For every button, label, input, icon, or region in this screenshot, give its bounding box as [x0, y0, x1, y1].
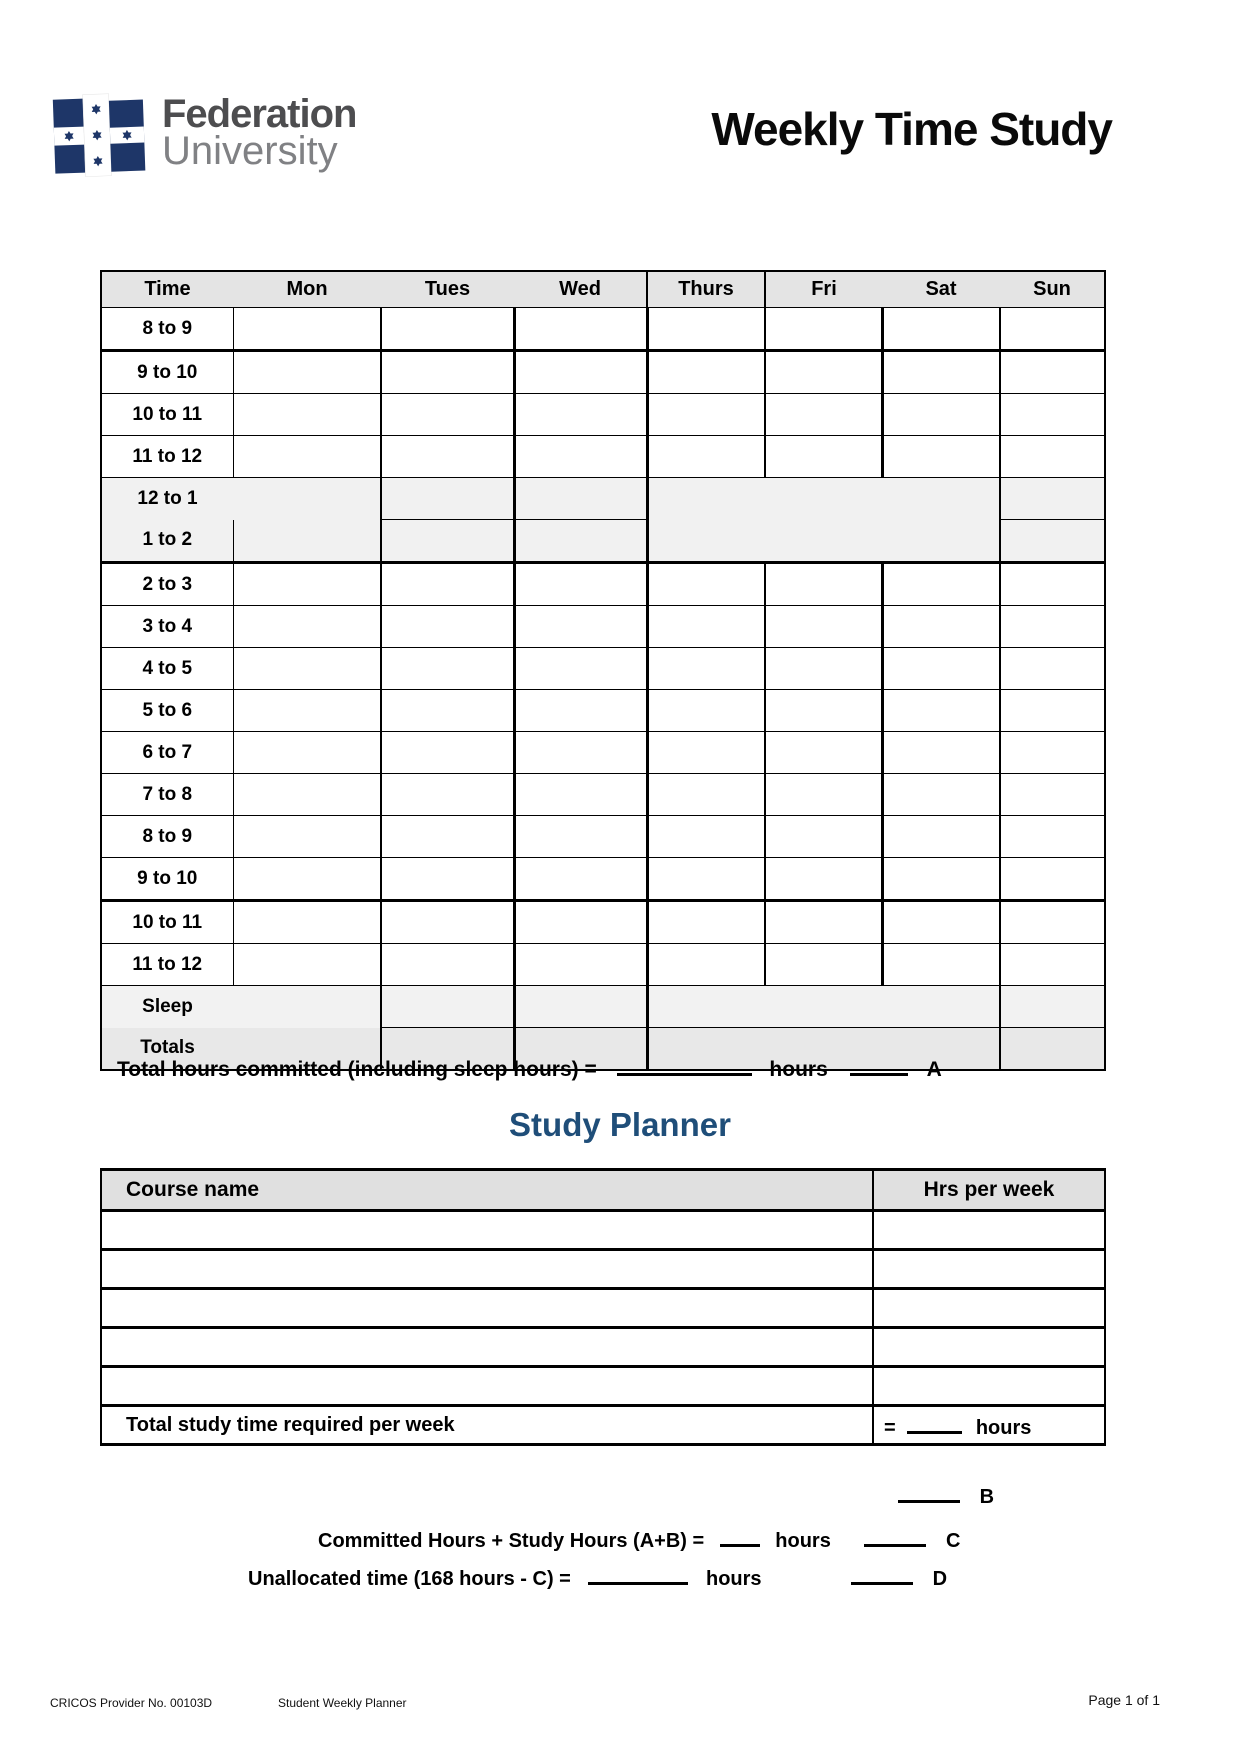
schedule-cell[interactable] [647, 944, 765, 986]
ref-b-label: B [979, 1486, 995, 1508]
committed-hours-blank[interactable] [720, 1524, 760, 1547]
schedule-cell[interactable] [765, 986, 882, 1028]
schedule-cell[interactable] [647, 563, 765, 606]
schedule-cell[interactable] [381, 858, 514, 901]
col-header-tues: Tues [381, 271, 514, 308]
unallocated-time-blank[interactable] [588, 1562, 688, 1585]
logo-text-federation: Federation [162, 92, 357, 137]
schedule-cell[interactable] [647, 394, 765, 436]
col-header-hrs-per-week: Hrs per week [873, 1170, 1105, 1211]
schedule-cell[interactable] [381, 563, 514, 606]
time-label: 8 to 9 [101, 308, 233, 351]
time-label: 10 to 11 [101, 901, 233, 944]
time-label: 9 to 10 [101, 351, 233, 394]
schedule-cell[interactable] [882, 774, 1000, 816]
table-header-row [101, 271, 1105, 308]
schedule-cell[interactable] [233, 944, 381, 986]
ref-b-line [898, 1480, 994, 1509]
logo-text [162, 92, 357, 173]
hours-label: hours [705, 1568, 762, 1590]
schedule-cell[interactable] [765, 944, 882, 986]
table-row [101, 648, 1105, 690]
schedule-cell[interactable] [882, 351, 1000, 394]
logo-text-university: University [162, 129, 338, 173]
table-row [101, 690, 1105, 732]
schedule-cell[interactable] [882, 690, 1000, 732]
schedule-cell[interactable] [514, 563, 647, 606]
schedule-cell[interactable] [233, 858, 381, 901]
schedule-cell[interactable] [233, 690, 381, 732]
schedule-cell[interactable] [233, 478, 381, 520]
col-header-course-name: Course name [101, 1170, 873, 1211]
col-header-mon: Mon [233, 271, 381, 308]
schedule-cell[interactable] [514, 436, 647, 478]
schedule-cell[interactable] [765, 478, 882, 520]
committed-hours-line [318, 1524, 960, 1553]
unallocated-time-label: Unallocated time (168 hours - C) = [248, 1568, 571, 1590]
schedule-cell[interactable] [765, 774, 882, 816]
schedule-cell[interactable] [647, 774, 765, 816]
schedule-cell[interactable] [1000, 858, 1105, 901]
schedule-cell[interactable] [647, 606, 765, 648]
total-hours-blank[interactable] [617, 1052, 752, 1076]
table-row-sleep [101, 986, 1105, 1028]
schedule-cell[interactable] [647, 520, 765, 563]
table-row [101, 436, 1105, 478]
schedule-cell[interactable] [882, 520, 1000, 563]
time-label: 4 to 5 [101, 648, 233, 690]
schedule-cell[interactable] [882, 944, 1000, 986]
schedule-cell[interactable] [233, 901, 381, 944]
schedule-cell[interactable] [233, 563, 381, 606]
schedule-cell[interactable] [514, 351, 647, 394]
ref-d-label: D [932, 1568, 948, 1590]
schedule-cell[interactable] [233, 436, 381, 478]
schedule-cell[interactable] [514, 986, 647, 1028]
schedule-cell[interactable] [1000, 944, 1105, 986]
time-label: 5 to 6 [101, 690, 233, 732]
table-row [101, 901, 1105, 944]
schedule-cell[interactable] [381, 606, 514, 648]
schedule-cell[interactable] [765, 858, 882, 901]
schedule-cell[interactable] [514, 478, 647, 520]
hours-label: hours [975, 1416, 1032, 1439]
schedule-cell[interactable] [765, 648, 882, 690]
col-header-sat: Sat [882, 271, 1000, 308]
planner-row [101, 1367, 1105, 1406]
schedule-cell[interactable] [647, 648, 765, 690]
planner-row [101, 1211, 1105, 1250]
schedule-cell[interactable] [1000, 478, 1105, 520]
schedule-cell[interactable] [381, 351, 514, 394]
committed-hours-label: Committed Hours + Study Hours (A+B) = [318, 1530, 705, 1552]
planner-total-row [101, 1406, 1105, 1445]
schedule-cell[interactable] [647, 858, 765, 901]
ref-a-label: A [926, 1058, 942, 1081]
ref-d-blank[interactable] [851, 1562, 913, 1585]
table-row [101, 606, 1105, 648]
schedule-cell[interactable] [647, 308, 765, 351]
schedule-cell[interactable] [882, 648, 1000, 690]
schedule-cell[interactable] [233, 732, 381, 774]
schedule-cell[interactable] [1000, 986, 1105, 1028]
schedule-cell[interactable] [765, 901, 882, 944]
hours-label: hours [769, 1058, 828, 1081]
planner-row [101, 1250, 1105, 1289]
schedule-cell[interactable] [381, 394, 514, 436]
course-name-cell[interactable] [101, 1328, 873, 1367]
schedule-cell[interactable] [233, 648, 381, 690]
schedule-cell[interactable] [882, 816, 1000, 858]
hours-label: hours [775, 1530, 831, 1552]
schedule-cell[interactable] [647, 436, 765, 478]
time-label: 9 to 10 [101, 858, 233, 901]
schedule-cell[interactable] [647, 901, 765, 944]
table-row [101, 858, 1105, 901]
schedule-cell[interactable] [1000, 774, 1105, 816]
schedule-cell[interactable] [514, 308, 647, 351]
schedule-cell[interactable] [765, 351, 882, 394]
schedule-cell[interactable] [765, 732, 882, 774]
schedule-cell[interactable] [647, 816, 765, 858]
schedule-cell[interactable] [381, 774, 514, 816]
schedule-cell[interactable] [381, 648, 514, 690]
footer-cricos: CRICOS Provider No. 00103D [50, 1696, 213, 1710]
schedule-cell[interactable] [1000, 436, 1105, 478]
course-name-cell[interactable] [101, 1367, 873, 1406]
total-hours-committed-line [117, 1052, 942, 1082]
total-study-time-label: Total study time required per week [101, 1406, 873, 1445]
table-row [101, 394, 1105, 436]
hrs-per-week-cell[interactable] [873, 1211, 1105, 1250]
schedule-cell[interactable] [765, 816, 882, 858]
table-row [101, 816, 1105, 858]
study-planner-table [100, 1168, 1106, 1446]
total-study-blank[interactable] [907, 1411, 962, 1434]
time-label: 8 to 9 [101, 816, 233, 858]
schedule-cell[interactable] [381, 436, 514, 478]
schedule-cell[interactable] [514, 394, 647, 436]
schedule-cell[interactable] [381, 520, 514, 563]
table-row [101, 351, 1105, 394]
schedule-cell[interactable] [1000, 351, 1105, 394]
schedule-cell[interactable] [765, 308, 882, 351]
col-header-fri: Fri [765, 271, 882, 308]
schedule-cell[interactable] [1000, 690, 1105, 732]
schedule-cell[interactable] [381, 308, 514, 351]
total-study-time-value [873, 1406, 1105, 1445]
schedule-cell[interactable] [765, 436, 882, 478]
schedule-cell[interactable] [381, 944, 514, 986]
schedule-cell[interactable] [1000, 732, 1105, 774]
time-label: 2 to 3 [101, 563, 233, 606]
schedule-cell[interactable] [381, 816, 514, 858]
schedule-cell[interactable] [233, 774, 381, 816]
schedule-cell[interactable] [765, 394, 882, 436]
schedule-cell[interactable] [882, 901, 1000, 944]
schedule-cell[interactable] [514, 520, 647, 563]
time-label: 6 to 7 [101, 732, 233, 774]
hrs-per-week-cell[interactable] [873, 1328, 1105, 1367]
time-label: Totals [101, 1028, 233, 1071]
schedule-cell[interactable] [514, 690, 647, 732]
schedule-cell[interactable] [882, 606, 1000, 648]
schedule-cell[interactable] [882, 563, 1000, 606]
course-name-cell[interactable] [101, 1289, 873, 1328]
schedule-cell[interactable] [882, 394, 1000, 436]
federation-logo [52, 86, 356, 180]
time-label: 11 to 12 [101, 436, 233, 478]
schedule-cell[interactable] [1000, 901, 1105, 944]
equals-sign: = [884, 1416, 896, 1439]
schedule-cell[interactable] [381, 478, 514, 520]
ref-c-label: C [945, 1530, 961, 1552]
planner-header-row [101, 1170, 1105, 1211]
schedule-cell[interactable] [882, 986, 1000, 1028]
table-row [101, 308, 1105, 351]
col-header-wed: Wed [514, 271, 647, 308]
schedule-cell[interactable] [514, 606, 647, 648]
schedule-cell[interactable] [381, 690, 514, 732]
schedule-cell[interactable] [514, 901, 647, 944]
table-row [101, 944, 1105, 986]
table-row [101, 478, 1105, 520]
schedule-cell[interactable] [1000, 394, 1105, 436]
study-planner-heading: Study Planner [509, 1106, 731, 1143]
schedule-cell[interactable] [233, 606, 381, 648]
footer-doc-name: Student Weekly Planner [278, 1696, 407, 1710]
schedule-cell[interactable] [1000, 308, 1105, 351]
ref-a-blank[interactable] [850, 1052, 908, 1076]
schedule-cell[interactable] [1000, 606, 1105, 648]
schedule-cell[interactable] [514, 774, 647, 816]
col-header-thurs: Thurs [647, 271, 765, 308]
hrs-per-week-cell[interactable] [873, 1367, 1105, 1406]
table-row [101, 520, 1105, 563]
schedule-cell[interactable] [647, 986, 765, 1028]
hrs-per-week-cell[interactable] [873, 1289, 1105, 1328]
schedule-cell[interactable] [882, 308, 1000, 351]
flag-icon [52, 86, 152, 180]
schedule-cell[interactable] [1000, 563, 1105, 606]
time-label: 12 to 1 [101, 478, 233, 520]
ref-b-blank[interactable] [898, 1480, 960, 1503]
time-label: 7 to 8 [101, 774, 233, 816]
schedule-cell[interactable] [1000, 648, 1105, 690]
schedule-cell[interactable] [1000, 816, 1105, 858]
schedule-cell[interactable] [233, 520, 381, 563]
course-name-cell[interactable] [101, 1211, 873, 1250]
table-row [101, 774, 1105, 816]
footer-page-number: Page 1 of 1 [1088, 1692, 1160, 1708]
ref-c-blank[interactable] [864, 1524, 926, 1547]
schedule-cell[interactable] [765, 690, 882, 732]
schedule-cell[interactable] [381, 986, 514, 1028]
schedule-cell[interactable] [233, 351, 381, 394]
schedule-cell[interactable] [233, 394, 381, 436]
unallocated-time-line [248, 1562, 947, 1591]
schedule-cell[interactable] [765, 606, 882, 648]
schedule-cell[interactable] [514, 944, 647, 986]
schedule-cell[interactable] [882, 858, 1000, 901]
schedule-cell[interactable] [882, 436, 1000, 478]
schedule-cell[interactable] [233, 816, 381, 858]
planner-row [101, 1289, 1105, 1328]
schedule-cell[interactable] [765, 520, 882, 563]
hrs-per-week-cell[interactable] [873, 1250, 1105, 1289]
table-row [101, 563, 1105, 606]
time-label: 3 to 4 [101, 606, 233, 648]
schedule-cell[interactable] [514, 732, 647, 774]
time-label: 10 to 11 [101, 394, 233, 436]
schedule-cell[interactable] [882, 478, 1000, 520]
schedule-cell[interactable] [647, 478, 765, 520]
schedule-cell[interactable] [647, 351, 765, 394]
schedule-cell[interactable] [514, 858, 647, 901]
totals-cell[interactable] [1000, 1028, 1105, 1071]
course-name-cell[interactable] [101, 1250, 873, 1289]
schedule-cell[interactable] [1000, 520, 1105, 563]
weekly-time-table [100, 270, 1106, 1071]
table-row [101, 732, 1105, 774]
schedule-cell[interactable] [882, 732, 1000, 774]
time-label: 1 to 2 [101, 520, 233, 563]
schedule-cell[interactable] [647, 690, 765, 732]
schedule-cell[interactable] [233, 308, 381, 351]
page-title: Weekly Time Study [711, 103, 1112, 155]
time-label: 11 to 12 [101, 944, 233, 986]
planner-row [101, 1328, 1105, 1367]
schedule-cell[interactable] [647, 732, 765, 774]
schedule-cell[interactable] [514, 816, 647, 858]
schedule-cell[interactable] [381, 732, 514, 774]
time-label: Sleep [101, 986, 233, 1028]
schedule-cell[interactable] [514, 648, 647, 690]
schedule-cell[interactable] [233, 986, 381, 1028]
col-header-time: Time [101, 271, 233, 308]
schedule-cell[interactable] [765, 563, 882, 606]
total-hours-committed-label: Total hours committed (including sleep hours) = [117, 1058, 597, 1081]
col-header-sun: Sun [1000, 271, 1105, 308]
schedule-cell[interactable] [381, 901, 514, 944]
